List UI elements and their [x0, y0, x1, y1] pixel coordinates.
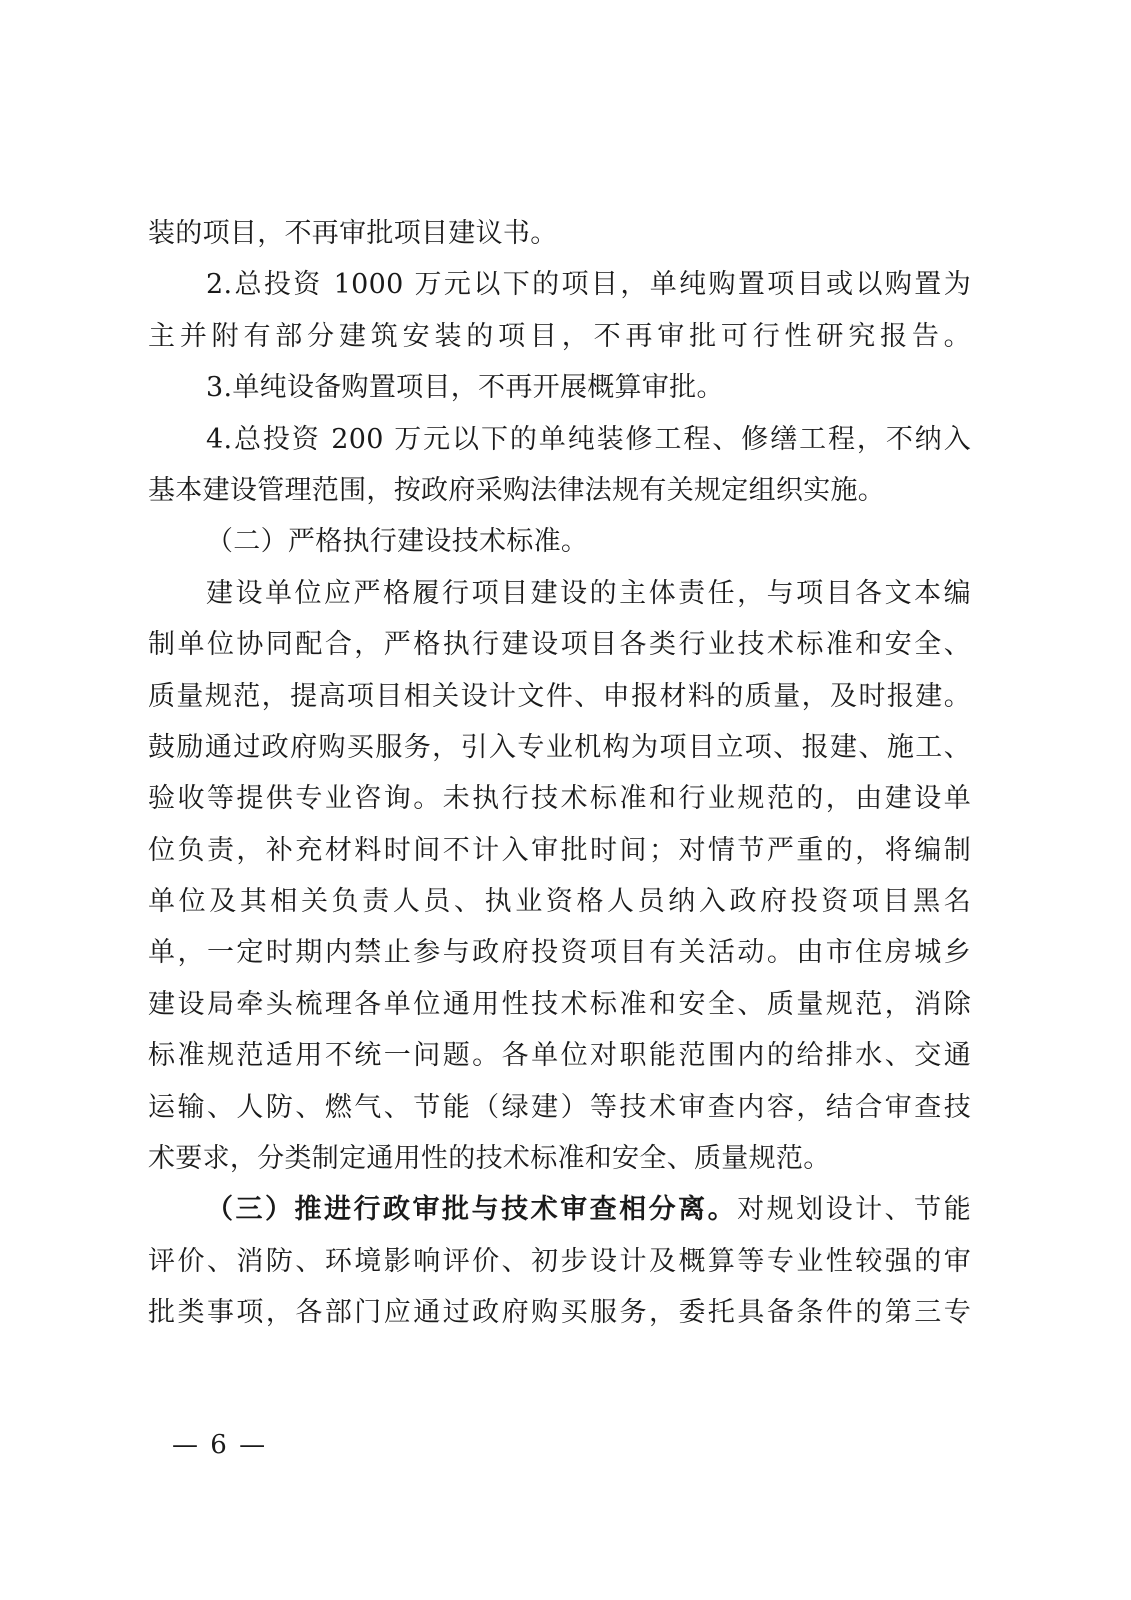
text-line: 位负责，补充材料时间不计入审批时间；对情节严重的，将编制 [148, 834, 971, 866]
text-line: 鼓励通过政府购买服务，引入专业机构为项目立项、报建、施工、 [148, 731, 971, 763]
section-heading: （二）严格执行建设技术标准。 [206, 526, 589, 558]
document-body [148, 208, 971, 1339]
text-line: 单位及其相关负责人员、执业资格人员纳入政府投资项目黑名 [148, 886, 971, 918]
text-line: 术要求，分类制定通用性的技术标准和安全、质量规范。 [148, 1143, 831, 1175]
text-line: 单，一定时期内禁止参与政府投资项目有关活动。由市住房城乡 [148, 937, 971, 969]
text-line: 评价、消防、环境影响评价、初步设计及概算等专业性较强的审 [148, 1245, 971, 1277]
text-line: 主并附有部分建筑安装的项目，不再审批可行性研究报告。 [148, 320, 971, 352]
text-line: 3.单纯设备购置项目，不再开展概算审批。 [206, 372, 724, 404]
text-line: 运输、人防、燃气、节能（绿建）等技术审查内容，结合审查技 [148, 1091, 971, 1123]
page-number: — 6 — [172, 1430, 268, 1460]
text-line-with-heading [148, 1184, 971, 1235]
text-line: 制单位协同配合，严格执行建设项目各类行业技术标准和安全、 [148, 629, 971, 661]
section-heading: （三）推进行政审批与技术审查相分离。 [206, 1194, 738, 1226]
text-line: 标准规范适用不统一问题。各单位对职能范围内的给排水、交通 [148, 1040, 971, 1072]
text-line: 建设单位应严格履行项目建设的主体责任，与项目各文本编 [206, 577, 971, 609]
text-line: 基本建设管理范围，按政府采购法律法规有关规定组织实施。 [148, 474, 886, 506]
text-line: 2.总投资 1000 万元以下的项目，单纯购置项目或以购置为 [206, 269, 971, 301]
text-line: 装的项目，不再审批项目建议书。 [148, 218, 558, 249]
text-line: 4.总投资 200 万元以下的单纯装修工程、修缮工程，不纳入 [206, 423, 971, 455]
text-line: 质量规范，提高项目相关设计文件、申报材料的质量，及时报建。 [148, 680, 971, 712]
text-line: 批类事项，各部门应通过政府购买服务，委托具备条件的第三专 [148, 1297, 971, 1329]
text-line: 验收等提供专业咨询。未执行技术标准和行业规范的，由建设单 [148, 783, 971, 815]
text-fragment: 对规划设计、节能 [737, 1194, 971, 1226]
text-line: 建设局牵头梳理各单位通用性技术标准和安全、质量规范，消除 [148, 988, 971, 1020]
